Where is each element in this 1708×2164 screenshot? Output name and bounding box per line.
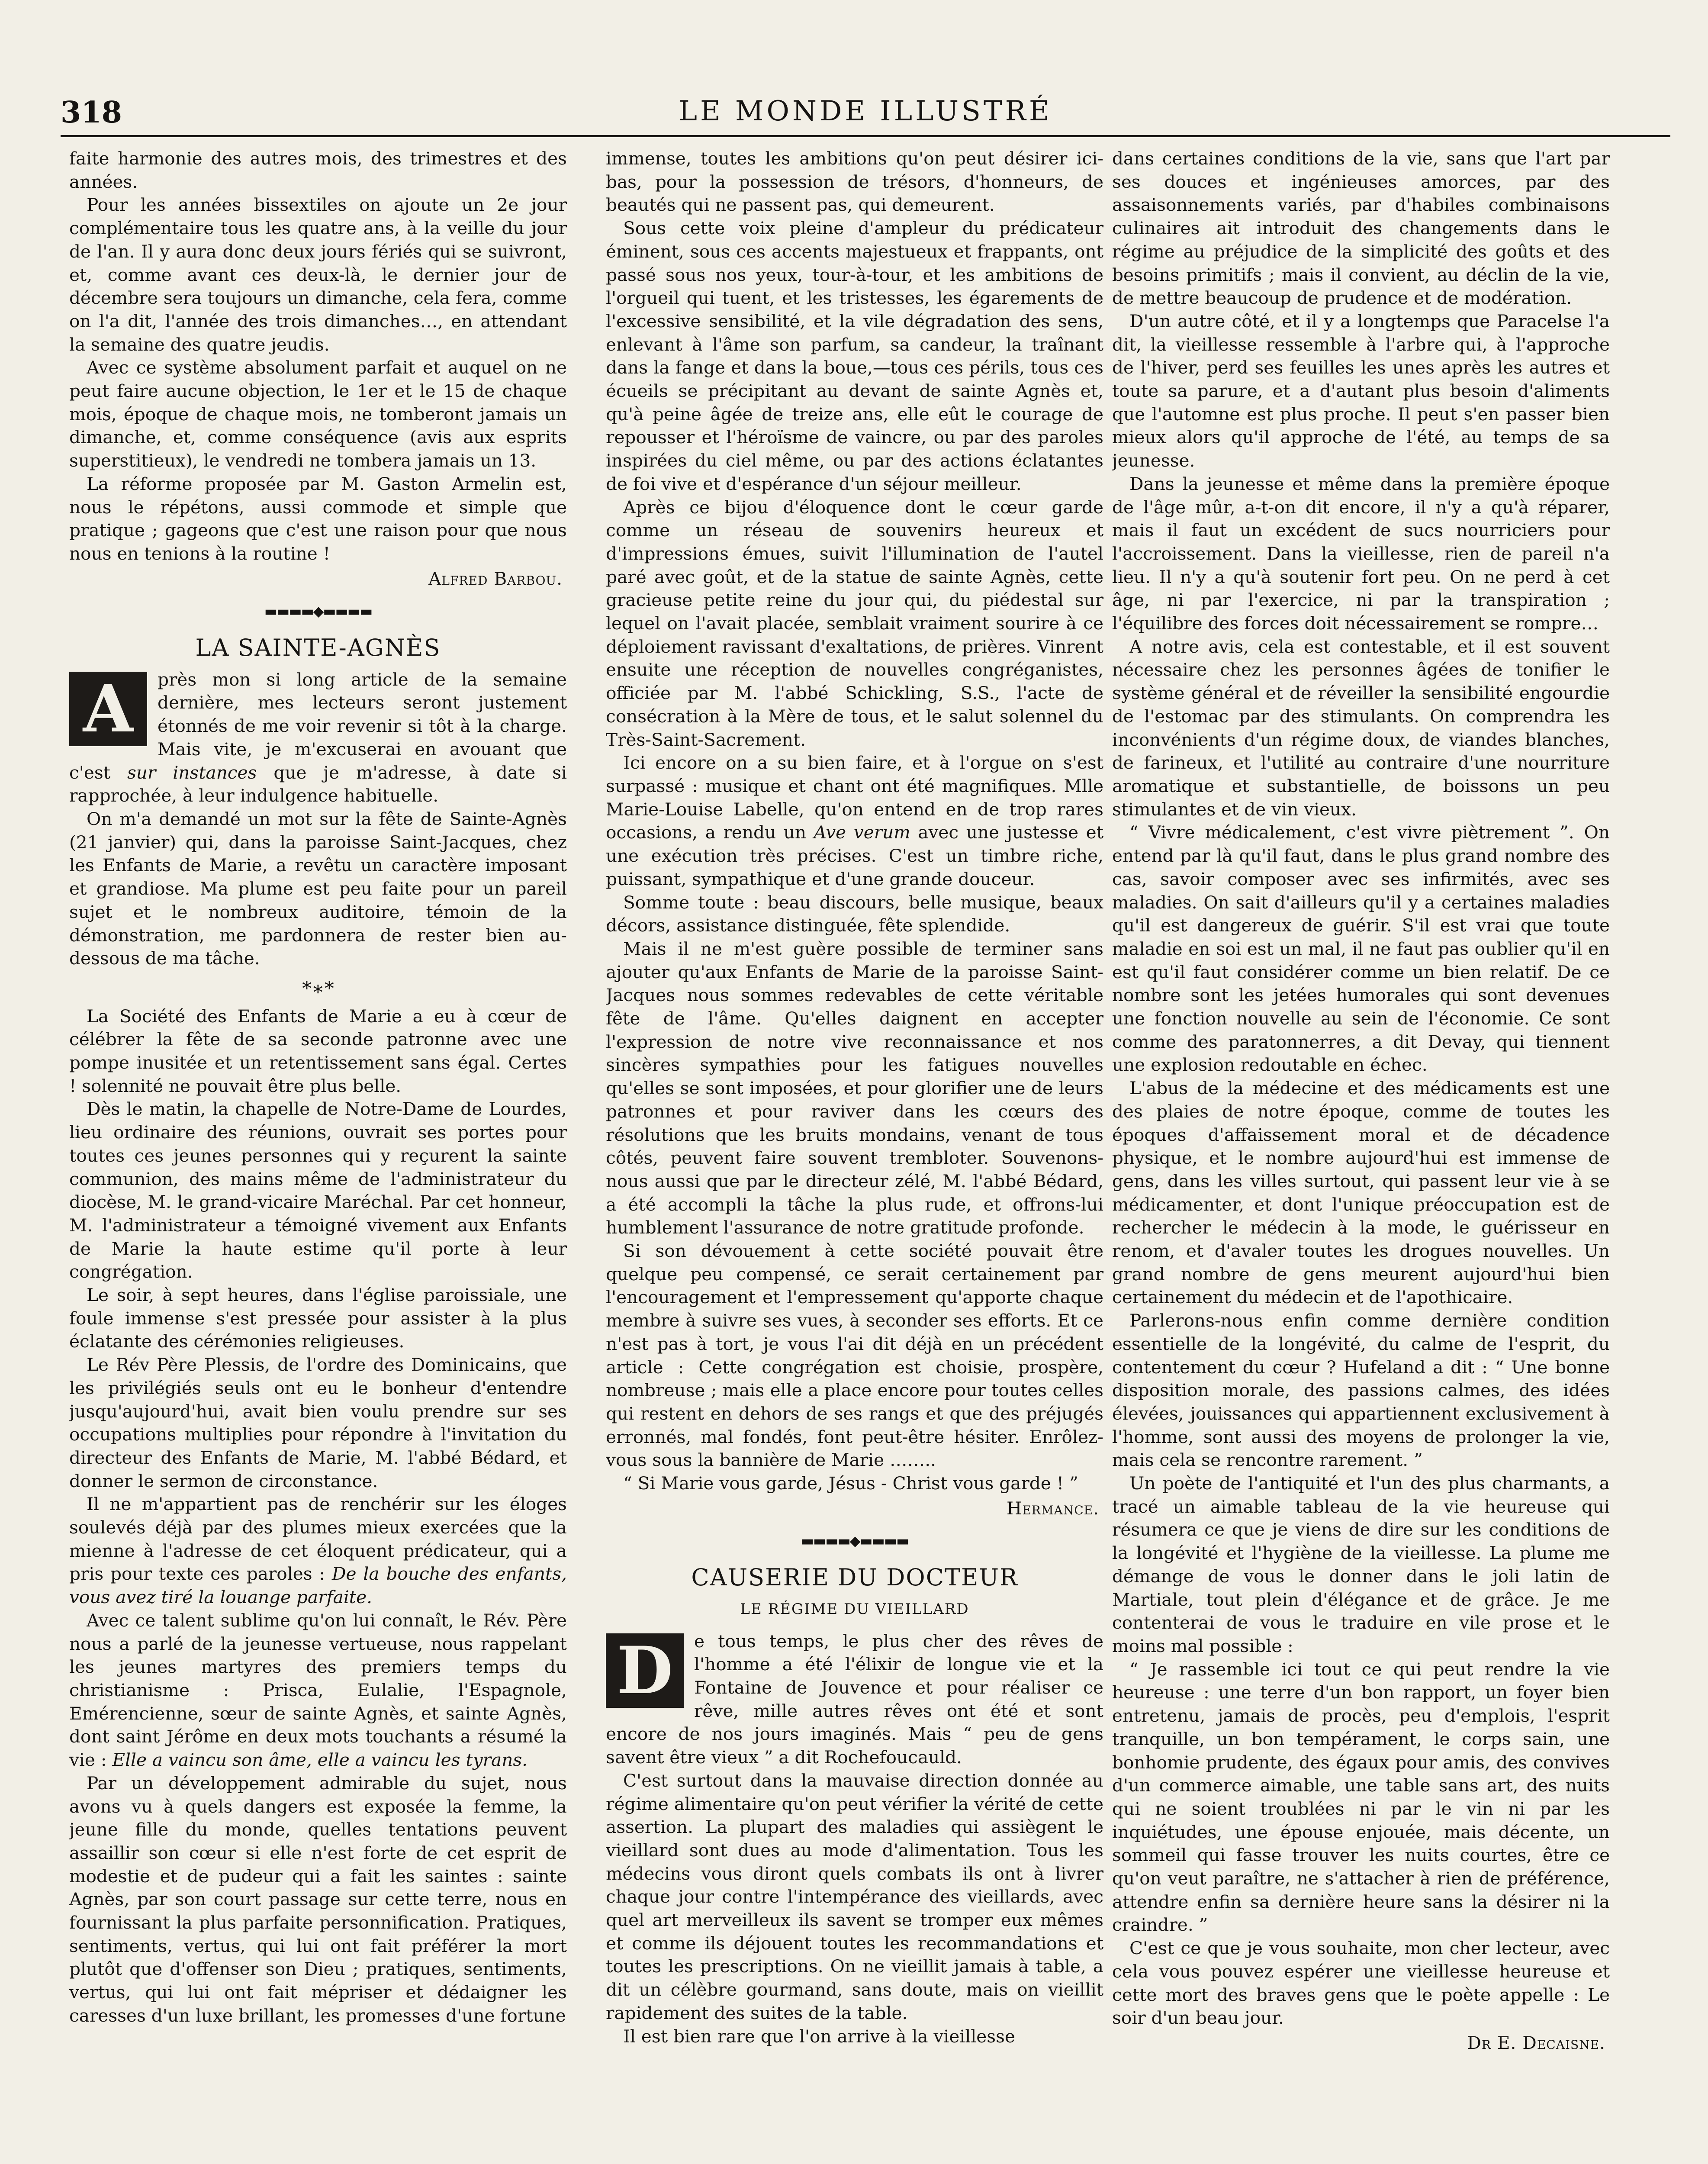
paragraph: immense, toutes les ambitions qu'on peut désirer ici-bas, pour la possession de trésors, d'honneurs, de beautés qui ne passent pas, qui demeurent. xyxy=(606,148,1103,216)
paragraph: Il est bien rare que l'on arrive à la vieillesse xyxy=(623,2026,1015,2047)
paragraph: “ Si Marie vous garde, Jésus - Christ vous garde ! ” xyxy=(623,1473,1078,1494)
column-1 xyxy=(69,147,567,2164)
paragraph: Un poète de l'antiquité et l'un des plus charmants, a tracé un aimable tableau de la vie heureuse qui résumera ce que je viens de dire sur les conditions de la longévité et l'hygiène de la vieillesse. La plume me démange de vous le donner dans le joli latin de Martiale, tout plein d'élégance et de grâce. Je me contenterai de vous le traduire en vile prose et le moins mal possible : xyxy=(1112,1473,1610,1656)
separator-ornament: ▬▬▬▬◆▬▬▬▬ xyxy=(801,1533,909,1549)
paragraph: Par un développement admirable du sujet, nous avons vu à quels dangers est exposée la femme, la jeune fille du monde, quelles tentations peuvent assaillir son cœur si elle n'est forte de cet esprit de modestie et de pudeur qui a fait les saintes : sainte Agnès, par son court passage sur cette terre, nous en fournissant la plus parfaite personnification. Pratiques, sentiments, vertus, qui lui ont fait préférer la mort plutôt que d'offenser son Dieu ; pratiques, sentiments, vertus, qui lui ont fait mépriser et dédaigner les caresses d'un luxe brillant, les promesses d'une fortune xyxy=(69,1772,567,2026)
column-2 xyxy=(606,147,1103,2164)
paragraph: Après ce bijou d'éloquence dont le cœur garde comme un réseau de souvenirs heureux et d'impressions émues, suivit l'illumination de l'autel paré avec goût, et de la statue de sainte Agnès, cette gracieuse petite reine du jour qui, du piédestal sur lequel on l'avait placée, semblait vraiment sourire à ce déploiement ravissant d'exaltations, de prières. Vinrent ensuite une réception de nouvelles congréganistes, officiée par M. l'abbé Schickling, S.S., l'acte de consécration à la Mère de tous, et le salut solennel du Très-Saint-Sacrement. xyxy=(606,496,1103,750)
page-header xyxy=(61,93,1670,132)
paragraph: Parlerons-nous enfin comme dernière condition essentielle de la longévité, du calme de l'esprit, du contentement du cœur ? Hufeland a dit : “ Une bonne disposition morale, des passions calmes, des idées élevées, jouissances qui appartiennent exclusivement à l'homme, sont aussi des moyens de prolonger la vie, mais cela se rencontre rarement. ” xyxy=(1112,1310,1610,1471)
separator-ornament: ▬▬▬▬◆▬▬▬▬ xyxy=(264,603,372,620)
paragraph: faite harmonie des autres mois, des trimestres et des années. xyxy=(69,148,567,192)
paragraph: Ici encore on a su bien faire, et à l'orgue on s'est surpassé : musique et chant ont été magnifiques. Mlle Marie-Louise Labelle, qu'on entend en de trop rares occasions, a rendu un Ave verum avec une justesse et une exécution très précises. C'est un timbre riche, puissant, sympathique et d'une grande douceur. xyxy=(606,752,1103,889)
paragraph: Le soir, à sept heures, dans l'église paroissiale, une foule immense s'est pressée pour assister à la plus éclatante des cérémonies religieuses. xyxy=(69,1285,567,1352)
paragraph: dans certaines conditions de la vie, sans que l'art par ses douces et ingénieuses amorces, par des assaisonnements variés, par d'habiles combinaisons culinaires ait introduit des changements dans le régime au préjudice de la simplicité des goûts et des besoins primitifs ; mais il convient, au déclin de la vie, de mettre beaucoup de prudence et de modération. xyxy=(1112,148,1610,309)
paragraph-lead: A près mon si long article de la semaine dernière, mes lecteurs seront justement étonnés de me voir revenir si tôt à la charge. Mais vite, je m'excuserai en avouant que c'est sur instances que je m'adresse, à date si rapprochée, à leur indulgence habituelle. xyxy=(69,669,567,806)
masthead-title: LE MONDE ILLUSTRÉ xyxy=(679,95,1052,127)
emphasis: sur instances xyxy=(127,762,257,783)
paragraph: On m'a demandé un mot sur la fête de Sainte-Agnès (21 janvier) qui, dans la paroisse Saint-Jacques, chez les Enfants de Marie, a revêtu un caractère imposant et grandiose. Ma plume est peu faite pour un pareil sujet et le nombreux auditoire, témoin de la démonstration, me pardonnera de rester bien au-dessous de ma tâche. xyxy=(69,808,567,969)
article-title-causerie: CAUSERIE DU DOCTEUR xyxy=(691,1564,1018,1591)
emphasis: Ave verum xyxy=(814,822,910,843)
paragraph: Mais il ne m'est guère possible de terminer sans ajouter qu'aux Enfants de Marie de la paroisse Saint-Jacques nous sommes redevables de cette véritable fête de l'âme. Qu'elles daignent en accepter l'expression de notre vive reconnaissance et nos sincères sympathies pour les fatigues nouvelles qu'elles se sont imposées, et pour glorifier une de leurs patronnes et pour raviver dans les cœurs des résolutions que les bruits mondains, venant de tous côtés, peuvent faire souvent trembloter. Souvenons-nous aussi que par le directeur zélé, M. l'abbé Bédard, a été accompli la tâche la plus rude, et offrons-lui humblement l'assurance de notre gratitude profonde. xyxy=(606,938,1103,1238)
paragraph: La réforme proposée par M. Gaston Armelin est, nous le répétons, aussi commode et simple que pratique ; gageons que c'est une raison pour que nous nous en tenions à la routine ! xyxy=(69,473,567,564)
quotation: De la bouche des enfants, vous avez tiré la louange parfaite. xyxy=(69,1563,567,1608)
paragraph: La Société des Enfants de Marie a eu à cœur de célébrer la fête de sa seconde patronne avec une pompe inusitée et un retentissement sans égal. Certes ! solennité ne pouvait être plus belle. xyxy=(69,1005,567,1096)
paragraph: “ Je rassemble ici tout ce qui peut rendre la vie heureuse : une terre d'un bon rapport, un foyer bien entretenu, jamais de procès, peu d'emplois, l'esprit tranquille, un bon tempérament, le corps sain, une bonhomie prudente, des égaux pour amis, des convives d'un commerce aimable, une table sans art, des nuits qui ne soient troublées ni par le vin ni par les inquiétudes, une épouse enjouée, mais décente, un sommeil qui fasse trouver les nuits courtes, être ce qu'on veut paraître, ne s'attacher à rien de préférence, attendre enfin sa dernière heure sans la désirer ni la craindre. ” xyxy=(1112,1658,1610,1935)
article-subtitle: LE RÉGIME DU VIEILLARD xyxy=(740,1600,969,1618)
page-number: 318 xyxy=(61,95,122,130)
drop-cap: D xyxy=(606,1633,684,1708)
drop-cap: A xyxy=(69,672,147,746)
paragraph: Avec ce talent sublime qu'on lui connaît, le Rév. Père nous a parlé de la jeunesse vertueuse, nous rappelant les jeunes martyres des premiers temps du christianisme : Prisca, Eulalie, l'Espagnole, Emérencienne, sœur de sainte Agnès, et sainte Agnès, dont saint Jérôme en deux mots touchants a résumé la vie : Elle a vaincu son âme, elle a vaincu les tyrans. xyxy=(69,1610,567,1771)
header-rule xyxy=(61,135,1670,137)
paragraph: Pour les années bissextiles on ajoute un 2e jour complémentaire tous les quatre ans, à la veille du jour de l'an. Il y aura donc deux jours fériés qui se suivront, et, comme avant ces deux-là, le dernier jour de décembre sera toujours un dimanche, cela fera, comme on l'a dit, l'année des trois dimanches…, en attendant la semaine des quatre jeudis. xyxy=(69,194,567,355)
paragraph: Le Rév Père Plessis, de l'ordre des Dominicains, que les privilégiés seuls ont eu le bonheur d'entendre jusqu'aujourd'hui, avait bien voulu prendre sur ses occupations multiplies pour répondre à l'invitation du directeur des Enfants de Marie, M. l'abbé Bédard, et donner le sermon de circonstance. xyxy=(69,1354,567,1491)
paragraph: Dans la jeunesse et même dans la première époque de l'âge mûr, a-t-on dit encore, il n'y a qu'à réparer, mais il faut un excédent de sucs nourriciers pour l'accroissement. Dans la vieillesse, rien de pareil n'a lieu. Il n'y a qu'à soutenir fort peu. On ne perd à cet âge, ni par l'exercice, ni par la transpiration ; l'équilibre des forces doit nécessairement se rompre… xyxy=(1112,473,1610,634)
paragraph: C'est surtout dans la mauvaise direction donnée au régime alimentaire qu'on peut vérifier la vérité de cette assertion. La plupart des maladies qui assiègent le vieillard sont dues au mode d'alimentation. Tous les médecins vous diront quels combats ils ont à livrer chaque jour contre l'intempérance des vieillards, avec quel art merveilleux ils savent se tromper eux mêmes et comme ils déjouent toutes les recommandations et toutes les prescriptions. On ne vieillit jamais à table, a dit un célèbre gourmand, sans doute, mais on vieillit rapidement des suites de la table. xyxy=(606,1770,1103,2023)
paragraph: Sous cette voix pleine d'ampleur du prédicateur éminent, sous ces accents majestueux et frappants, ont passé sous nos yeux, tour-à-tour, et les ambitions de l'orgueil qui tuent, et les tristesses, les égarements de l'excessive sensibilité, et la vile dégradation des sens, enlevant à l'âme son parfum, sa candeur, la traînant dans la fange et dans la boue,—tous ces périls, tous ces écueils se précipitant au devant de sainte Agnès et, qu'à peine âgée de treize ans, elle eût le courage de repousser et l'héroïsme de vaincre, ou par des paroles inspirées du ciel même, ou par des actions éclatantes de foi vive et d'espérance d'un séjour meilleur. xyxy=(606,218,1103,494)
paragraph: D'un autre côté, et il y a longtemps que Paracelse l'a dit, la vieillesse ressemble à l'arbre qui, à l'approche de l'hiver, perd ses feuilles les unes après les autres et toute sa parure, et a d'autant plus besoin d'aliments que l'automne est plus proche. Il peut s'en passer bien mieux alors qu'il approche de l'été, au temps de sa jeunesse. xyxy=(1112,310,1610,471)
paragraph-lead: D e tous temps, le plus cher des rêves de l'homme a été l'élixir de longue vie et la Fontaine de Jouvence et pour réaliser ce rêve, mille autres rêves ont été et sont encore de nos jours imaginés. Mais “ peu de gens savent être vieux ” a dit Rochefoucauld. xyxy=(606,1630,1103,1768)
quotation: Elle a vaincu son âme, elle a vaincu les tyrans. xyxy=(112,1749,528,1771)
paragraph: Avec ce système absolument parfait et auquel on ne peut faire aucune objection, le 1er et le 15 de chaque mois, époque de chaque mois, ne tomberont jamais un dimanche, et, comme conséquence (avis aux esprits superstitieux), le vendredi ne tombera jamais un 13. xyxy=(69,357,567,471)
paragraph: Si son dévouement à cette société pouvait être quelque peu compensé, ce serait certainement par l'encouragement et l'empressement qu'apporte chaque membre à suivre ses vues, à seconder ses efforts. Et ce n'est pas à tort, je vous l'ai dit déjà en un précédent article : Cette congrégation est choisie, prospère, nombreuse ; mais elle a place encore pour toutes celles qui restent en dehors de ses rangs et que des préjugés erronnés, mal fondés, font peut-être hésiter. Enrôlez-vous sous la bannière de Marie …….. xyxy=(606,1240,1103,1471)
author-signature: Hermance. xyxy=(1006,1497,1099,1519)
paragraph: L'abus de la médecine et des médicaments est une des plaies de notre époque, comme de toutes les époques d'affaissement moral et de décadence physique, et le nombre aujourd'hui est immense de gens, dans les villes surtout, qui passent leur vie à se médicamenter, et dont l'unique préoccupation est de rechercher le médecin à la mode, le guérisseur en renom, et d'avaler toutes les drogues nouvelles. Un grand nombre de gens meurent aujourd'hui bien certainement du médecin et de l'apothicaire. xyxy=(1112,1078,1610,1308)
paragraph: Somme toute : beau discours, belle musique, beaux décors, assistance distinguée, fête splendide. xyxy=(606,892,1103,936)
paragraph: “ Vivre médicalement, c'est vivre piètrement ”. On entend par là qu'il faut, dans le plus grand nombre des cas, savoir composer avec ses infirmités, avec ses maladies. On sait d'ailleurs qu'il y a certaines maladies qu'il est dangereux de guérir. S'il est vrai que toute maladie en soi est un mal, il ne faut pas oublier qu'il en est qu'il faut considérer comme un bien relatif. De ce nombre sont les jetées humorales qui sont devenues une fonction nouvelle au sein de l'économie. Ce sont comme des paratonnerres, a dit Devay, qui tiennent une explosion redoutable en échec. xyxy=(1112,822,1610,1076)
paragraph: C'est ce que je vous souhaite, mon cher lecteur, avec cela vous pouvez espérer une vieillesse heureuse et cette mort des braves gens que le poète appelle : Le soir d'un beau jour. xyxy=(1112,1938,1610,2029)
author-signature: Dr E. Decaisne. xyxy=(1467,2032,1605,2053)
asterism-separator: *∗* xyxy=(302,977,334,1000)
paragraph: A notre avis, cela est contestable, et il est souvent nécessaire chez les personnes âgées de tonifier le système général et de réveiller la sensibilité engourdie de l'estomac par des stimulants. On comprendra les inconvénients d'un régime doux, de viandes blanches, de farineux, et l'utilité au contraire d'une nourriture aromatique et substantielle, de boissons un peu stimulantes et de vin vieux. xyxy=(1112,636,1610,820)
paragraph: Dès le matin, la chapelle de Notre-Dame de Lourdes, lieu ordinaire des réunions, ouvrait ses portes pour toutes ces jeunes personnes qui y reçurent la sainte communion, des mains même de l'administrateur du diocèse, M. le grand-vicaire Maréchal. Par cet honneur, M. l'administrateur a témoigné vivement aux Enfants de Marie la haute estime qu'il porte à leur congrégation. xyxy=(69,1098,567,1282)
article-title-sainte-agnes: LA SAINTE-AGNÈS xyxy=(195,634,441,662)
column-3 xyxy=(1112,147,1610,2164)
author-signature: Alfred Barbou. xyxy=(428,568,563,589)
paragraph: Il ne m'appartient pas de renchérir sur les éloges soulevés déjà par des plumes mieux exercées que la mienne à l'adresse de cet éloquent prédicateur, qui a pris pour texte ces paroles : De la bouche des enfants, vous avez tiré la louange parfaite. xyxy=(69,1494,567,1608)
